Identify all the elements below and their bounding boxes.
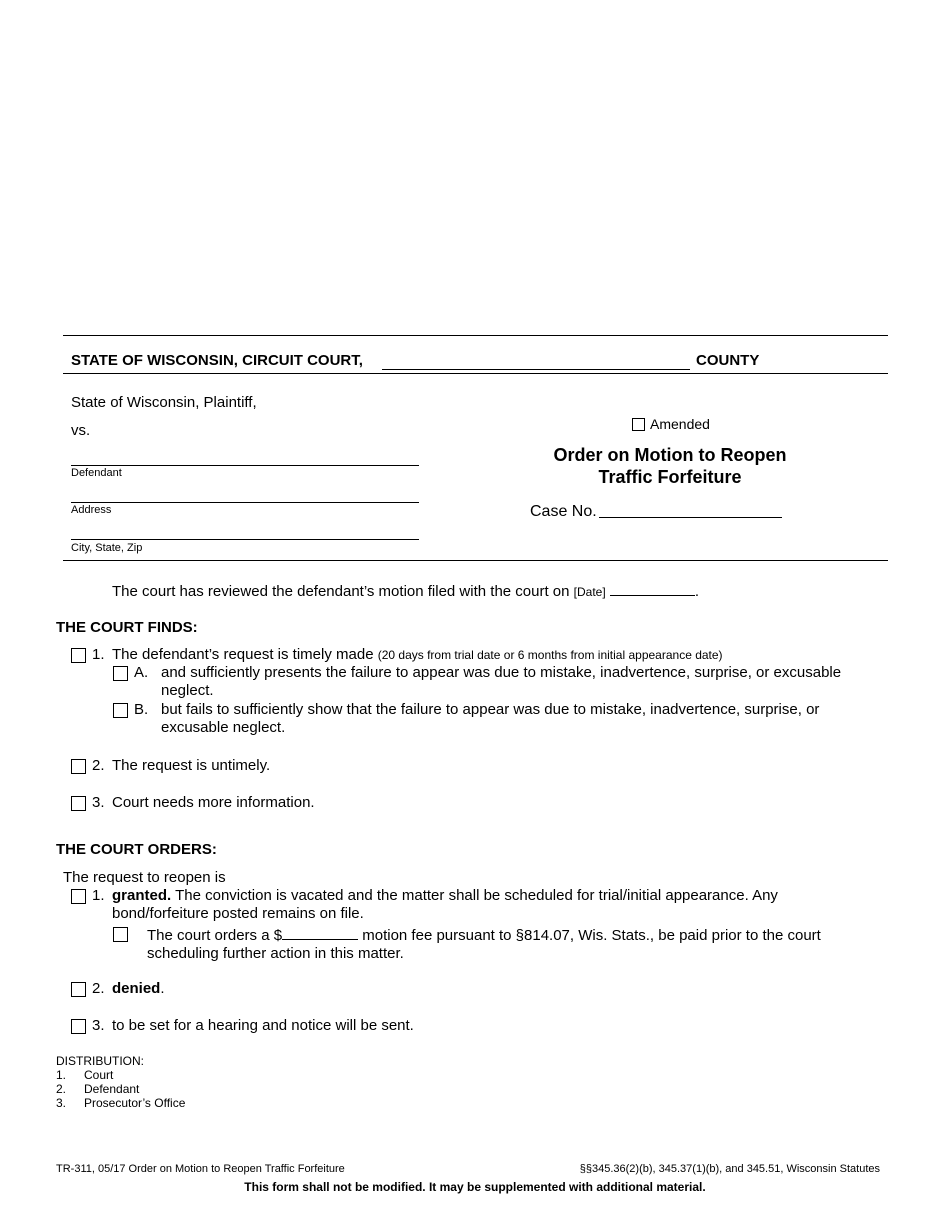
orders-lead: The request to reopen is (63, 869, 226, 886)
form-title-line-1: Order on Motion to Reopen (553, 445, 787, 465)
finds-1b-label: B. (134, 701, 149, 718)
form-title-line-2: Traffic Forfeiture (598, 467, 742, 487)
motion-date-field[interactable] (610, 581, 695, 596)
finds-1b-line-1: but fails to sufficiently show that the failure to appear was due to mistake, inadvertence, surprise, or (161, 701, 820, 718)
header-bottom-rule (63, 373, 888, 374)
orders-1-checkbox[interactable] (71, 889, 86, 904)
court-orders-heading: THE COURT ORDERS: (56, 841, 217, 858)
finds-3-text: Court needs more information. (112, 794, 315, 811)
case-no-field[interactable] (599, 517, 782, 518)
county-name-field[interactable] (382, 352, 690, 370)
orders-1-text (112, 887, 778, 923)
amended-label: Amended (650, 416, 710, 432)
distribution-item: 2. Defendant (56, 1082, 140, 1096)
finds-2-checkbox[interactable] (71, 759, 86, 774)
finds-1a-line-1: and sufficiently presents the failure to appear was due to mistake, inadvertence, surprise, or excusable (161, 664, 842, 681)
finds-1-number: 1. (92, 646, 105, 663)
orders-2-text (112, 980, 165, 998)
statutes-reference: §§345.36(2)(b), 345.37(1)(b), and 345.51, Wisconsin Statutes (579, 1163, 880, 1175)
case-no-label: Case No. (530, 503, 597, 520)
motion-fee-line-2: scheduling further action in this matter. (147, 945, 404, 962)
finds-1a-checkbox[interactable] (113, 666, 128, 681)
address-label: Address (71, 504, 112, 516)
finds-1a-label: A. (134, 664, 149, 681)
distribution-heading: DISTRIBUTION: (56, 1054, 145, 1068)
motion-fee-post: motion fee pursuant to §814.07, Wis. Stats., be paid prior to the court (358, 927, 821, 944)
header-top-rule (63, 335, 888, 336)
finds-1-text (112, 646, 723, 664)
orders-2-checkbox[interactable] (71, 982, 86, 997)
motion-fee-pre: The court orders a $ (147, 927, 283, 944)
court-header-prefix: STATE OF WISCONSIN, CIRCUIT COURT, (71, 352, 363, 369)
orders-3-number: 3. (92, 1017, 105, 1034)
finds-3-number: 3. (92, 794, 105, 811)
motion-fee-amount-field[interactable] (282, 925, 358, 940)
distribution-list (56, 1054, 185, 1110)
orders-1-number: 1. (92, 887, 105, 904)
finds-1b-checkbox[interactable] (113, 703, 128, 718)
distribution-item: 1. Court (56, 1068, 114, 1082)
orders-3-checkbox[interactable] (71, 1019, 86, 1034)
finds-2-text: The request is untimely. (112, 757, 271, 774)
county-label: COUNTY (696, 352, 760, 369)
intro-statement (112, 581, 699, 601)
motion-fee-checkbox[interactable] (113, 927, 128, 942)
court-header (71, 352, 363, 370)
finds-3-checkbox[interactable] (71, 796, 86, 811)
city-state-zip-field[interactable] (71, 539, 419, 540)
plaintiff-label: State of Wisconsin, Plaintiff, (71, 394, 257, 411)
finds-1a-text (161, 664, 841, 700)
modification-notice: This form shall not be modified. It may be supplemented with additional material. (244, 1180, 706, 1194)
finds-1b-text (161, 701, 819, 737)
defendant-label: Defendant (71, 467, 122, 479)
motion-fee-text (147, 925, 821, 963)
court-finds-heading: THE COURT FINDS: (56, 619, 198, 636)
amended-checkbox[interactable] (632, 418, 645, 431)
defendant-field[interactable] (71, 465, 419, 466)
finds-1a-line-2: neglect. (161, 682, 214, 699)
form-id: TR-311, 05/17 Order on Motion to Reopen Traffic Forfeiture (56, 1163, 345, 1175)
orders-3-text: to be set for a hearing and notice will be sent. (112, 1017, 414, 1034)
orders-2-number: 2. (92, 980, 105, 997)
granted-label: granted. (112, 887, 172, 904)
orders-1-line-1: The conviction is vacated and the matter shall be scheduled for trial/initial appearance. Any (171, 887, 778, 904)
finds-2-number: 2. (92, 757, 105, 774)
orders-2-end: . (160, 980, 165, 997)
address-field[interactable] (71, 502, 419, 503)
vs-label: vs. (71, 422, 91, 439)
finds-1b-line-2: excusable neglect. (161, 719, 286, 736)
date-label: [Date] (573, 585, 606, 599)
orders-1-line-2: bond/forfeiture posted remains on file. (112, 905, 364, 922)
intro-text: The court has reviewed the defendant’s motion filed with the court on (112, 583, 570, 600)
denied-label: denied (112, 980, 161, 997)
intro-end: . (694, 583, 700, 600)
finds-1-note: (20 days from trial date or 6 months from initial appearance date) (377, 648, 723, 662)
finds-1-main: The defendant’s request is timely made (112, 646, 374, 663)
finds-1-checkbox[interactable] (71, 648, 86, 663)
distribution-item: 3. Prosecutor’s Office (56, 1096, 186, 1110)
caption-bottom-rule (63, 560, 888, 561)
form-title (520, 444, 820, 488)
city-state-zip-label: City, State, Zip (71, 542, 143, 554)
